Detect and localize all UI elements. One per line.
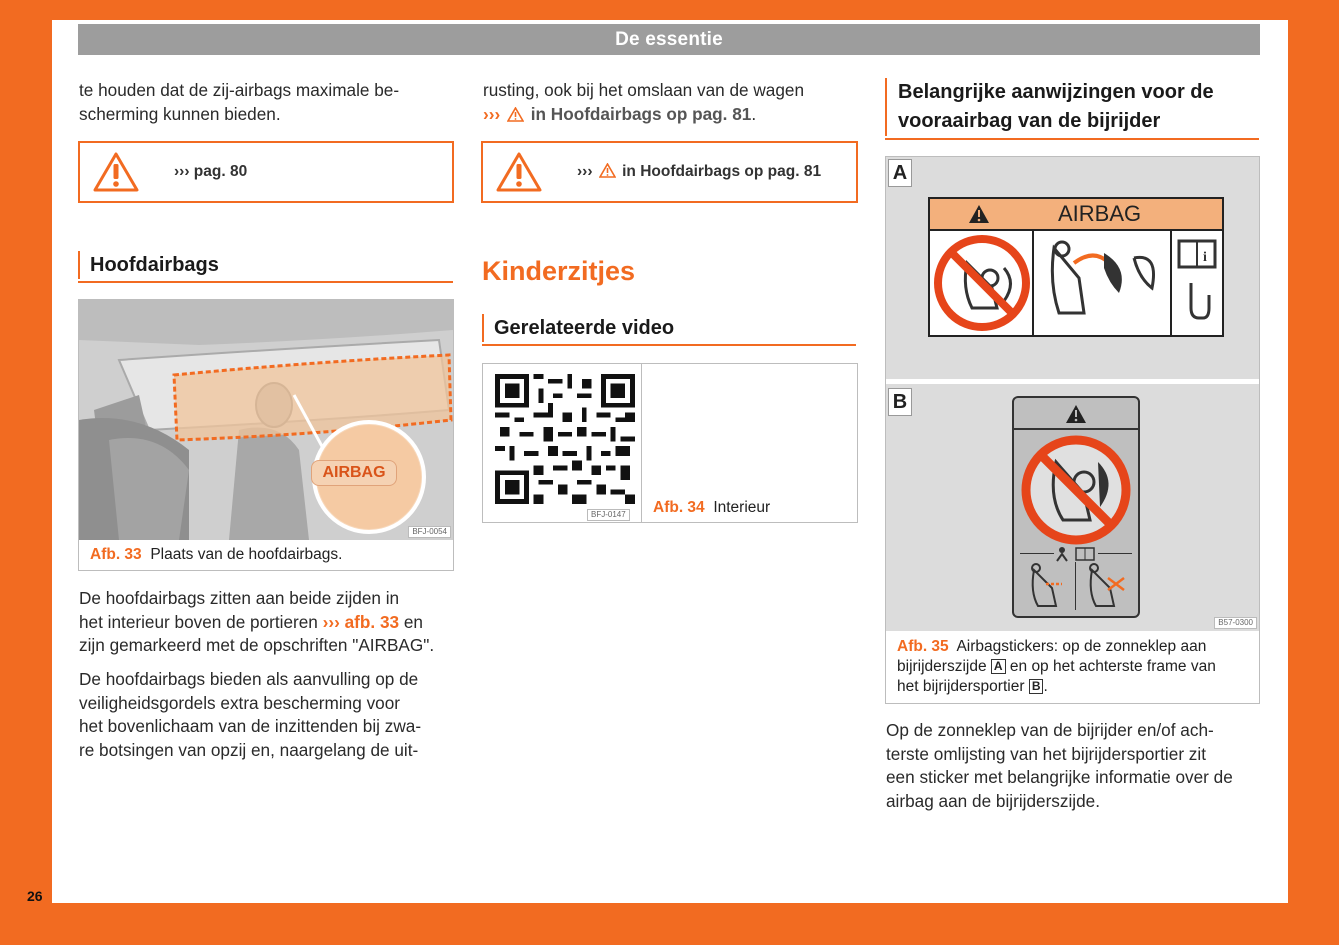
figure-label: Afb. 35 xyxy=(897,638,949,655)
airbag-sticker-b xyxy=(1012,396,1140,618)
crossref-link[interactable]: in Hoofdairbags op pag. 81 xyxy=(530,103,752,124)
person-book-icon xyxy=(1054,546,1098,562)
car-interior-illustration xyxy=(79,300,453,540)
figure-ref-link[interactable]: afb. 33 xyxy=(344,611,400,632)
warning-link[interactable]: ››› in Hoofdairbags op pag. 81 xyxy=(577,163,822,180)
figure-caption: Afb. 35 Airbagstickers: op de zonneklep aan bijrijderszijde A en op het achterste frame van het bijrijdersportier B . xyxy=(897,638,1216,695)
qr-code-frame[interactable] xyxy=(483,364,642,522)
heading-hoofdairbags: Hoofdairbags xyxy=(78,251,219,279)
warning-triangle-icon xyxy=(1065,404,1087,424)
heading-underline xyxy=(78,281,453,283)
warning-link[interactable]: ››› pag. 80 xyxy=(174,163,248,180)
figure-35 xyxy=(885,156,1260,704)
figure-code: BFJ-0054 xyxy=(408,526,451,538)
label-b-box: B xyxy=(1029,679,1044,694)
warning-box xyxy=(78,141,454,203)
warning-triangle-icon xyxy=(968,204,990,224)
intro-line: te houden dat de zij-airbags maximale be- xyxy=(79,80,400,100)
intro-line: scherming kunnen bieden. xyxy=(79,103,281,124)
manual-book-icon xyxy=(1173,233,1221,333)
col3-para: Op de zonneklep van de bijrijder en/of ach- terste omlijsting van het bijrijdersportier zit een sticker met belangrijke informatie over de airbag aan de bijrijderszijde. xyxy=(886,720,1233,811)
col2-intro: rusting, ook bij het omslaan van de wagen ››› in Hoofdairbags op pag. 81. xyxy=(483,80,805,124)
seat-airbag-off-icon xyxy=(1022,562,1072,610)
warning-triangle-icon xyxy=(80,143,152,201)
sticker-header xyxy=(930,199,1222,229)
label-a-box: A xyxy=(991,659,1006,674)
figure-label: Afb. 34 xyxy=(653,499,705,516)
warning-box xyxy=(481,141,858,203)
sticker-title: AIRBAG xyxy=(1058,201,1142,226)
figure-caption: Afb. 34 Interieur xyxy=(653,499,771,516)
airbag-label: AIRBAG xyxy=(311,460,397,486)
panel-b-label: B xyxy=(888,388,912,416)
figure-label: Afb. 33 xyxy=(90,546,142,563)
svg-text:i: i xyxy=(1203,250,1207,265)
figure-code: BFJ-0147 xyxy=(587,509,630,521)
section-title-kinderzitjes: Kinderzitjes xyxy=(482,256,636,286)
airbag-sticker-a xyxy=(928,197,1224,337)
airbag-deploy-icon xyxy=(1034,233,1168,333)
panel-b xyxy=(886,384,1259,631)
heading-underline xyxy=(482,344,856,346)
col1-para2: De hoofdairbags bieden als aanvulling op de veiligheidsgordels extra bescherming voor het bovenlichaam van de inzittenden bij zwa- re botsingen van opzij en, naargelang de uit- xyxy=(79,669,422,760)
ref-arrows: ››› xyxy=(322,611,340,632)
figure-34 xyxy=(482,363,858,523)
panel-a-label: A xyxy=(888,159,912,187)
heading-vooraairbag: Belangrijke aanwijzingen voor de vooraairbag van de bijrijder xyxy=(885,78,1258,136)
figure-33 xyxy=(78,299,454,571)
warning-small-icon xyxy=(507,107,524,122)
heading-underline xyxy=(885,138,1259,140)
figure-caption: Afb. 33 Plaats van de hoofdairbags. xyxy=(90,546,343,563)
section-header: De essentie xyxy=(78,24,1260,55)
page-number: 26 xyxy=(27,888,43,904)
no-child-seat-icon xyxy=(1018,432,1134,548)
heading-video: Gerelateerde video xyxy=(482,314,674,342)
panel-a xyxy=(886,157,1259,379)
figure-code: B57-0300 xyxy=(1214,617,1257,629)
warning-triangle-icon xyxy=(483,143,555,201)
no-child-seat-icon xyxy=(932,233,1032,333)
qr-code-icon xyxy=(495,374,635,504)
col1-intro xyxy=(79,79,454,126)
col1-para1: De hoofdairbags zitten aan beide zijden in het interieur boven de portieren ››› afb. 33 en zijn gemarkeerd met de opschriften "AIRBAG". xyxy=(79,588,435,655)
warning-small-icon xyxy=(599,163,616,178)
seat-airbag-on-icon xyxy=(1080,562,1130,610)
